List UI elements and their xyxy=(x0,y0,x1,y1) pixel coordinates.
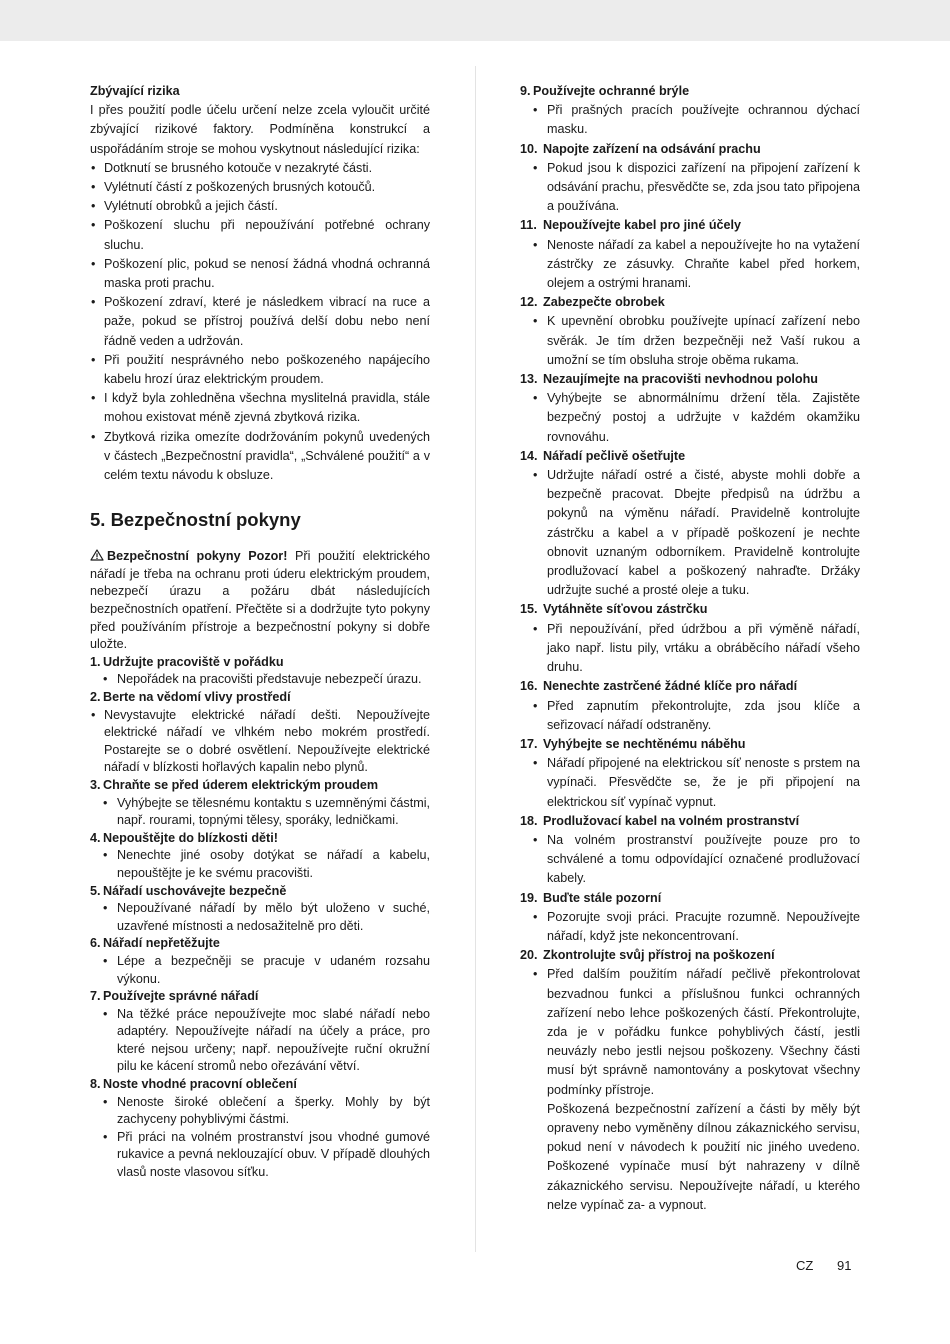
rule-18 xyxy=(520,812,860,889)
rule-1 xyxy=(90,654,430,689)
rule-number: 3. xyxy=(90,777,101,792)
top-bar xyxy=(0,0,950,41)
rule-title: Nezaujímejte na pracovišti nevhodnou polohu xyxy=(543,372,818,387)
list-item: • Nevystavujte elektrické nářadí dešti. Nepoužívejte elektrické nářadí ve vlhkém nebo mokrém prostředí. Postarejte se o dobré osvětlení. Nepoužívejte elektrické nářadí v blízkosti hořlavých kapalin nebo plynů. xyxy=(90,707,430,777)
rule-heading xyxy=(90,1076,430,1094)
list-item: • Při práci na volném prostranství jsou vhodné gumové rukavice a pevná neklouzající obuv. V případě dlouhých vlasů noste vlasovou síťku. xyxy=(90,1129,430,1182)
rule-number: 8. xyxy=(90,1077,101,1092)
residual-risks-list xyxy=(90,159,430,485)
list-item: • Pokud jsou k dispozici zařízení na připojení zařízení k odsávání prachu, přesvědčte se, zda jsou tato připojena a používána. xyxy=(520,159,860,217)
rule-number: 16. xyxy=(520,679,538,694)
rule-number: 17. xyxy=(520,736,538,751)
list-item: • Při nepoužívání, před údržbou a při výměně nářadí, jako např. listu pily, vrtáku a obráběcího nářadí všeho druhu. xyxy=(520,620,860,678)
safety-lead xyxy=(90,548,430,654)
rule-list xyxy=(520,236,860,294)
rule-list xyxy=(90,671,430,689)
list-item: • Lépe a bezpečněji se pracuje v udaném rozsahu výkonu. xyxy=(90,953,430,988)
rule-list xyxy=(520,620,860,678)
rule-10 xyxy=(520,140,860,217)
rule-heading xyxy=(520,447,860,466)
rule-title: Prodlužovací kabel na volném prostranství xyxy=(543,813,800,828)
rule-heading xyxy=(520,812,860,831)
rule-number: 13. xyxy=(520,372,538,387)
rule-number: 15. xyxy=(520,602,538,617)
list-item: • Na těžké práce nepoužívejte moc slabé nářadí nebo adaptéry. Nepoužívejte nářadí na účely a práce, pro které nejsou určeny; např. nepoužívejte ruční okružní pilu ke kácení stromů nebo ořezávání větví. xyxy=(90,1006,430,1076)
rule-list xyxy=(520,466,860,600)
rule-number: 12. xyxy=(520,295,538,310)
rule-title: Udržujte pracoviště v pořádku xyxy=(103,654,284,669)
rule-heading xyxy=(90,883,430,901)
rule-list xyxy=(90,953,430,988)
left-column xyxy=(90,82,430,1182)
rule-list xyxy=(520,965,860,1099)
rule-title: Vytáhněte síťovou zástrčku xyxy=(543,602,708,617)
rule-7 xyxy=(90,988,430,1076)
rule-12 xyxy=(520,293,860,370)
list-item: • Vyhýbejte se abnormálnímu držení těla. Zajistěte bezpečný postoj a udržujte v každém okamžiku rovnováhu. xyxy=(520,389,860,447)
rule-title: Nářadí uschovávejte bezpečně xyxy=(103,883,287,898)
rule-number: 11. xyxy=(520,218,537,233)
rule-list xyxy=(520,159,860,217)
rule-heading xyxy=(90,935,430,953)
rule-13 xyxy=(520,370,860,447)
rule-heading xyxy=(520,370,860,389)
rule-list xyxy=(520,312,860,370)
rule-title: Buďte stále pozorní xyxy=(543,890,662,905)
rule-heading xyxy=(520,140,860,159)
rule-heading xyxy=(520,735,860,754)
rule-list xyxy=(90,1094,430,1182)
rule-title: Zkontrolujte svůj přístroj na poškození xyxy=(543,948,775,963)
rule-number: 14. xyxy=(520,448,538,463)
rule-heading xyxy=(520,600,860,619)
list-item: • Vyhýbejte se tělesnému kontaktu s uzemněnými částmi, např. rourami, topnými tělesy, sporáky, ledničkami. xyxy=(90,795,430,830)
rule-title: Nepoužívejte kabel pro jiné účely xyxy=(543,218,742,233)
rule-title: Používejte ochranné brýle xyxy=(533,84,690,98)
safety-lead-text: Při použití elektrického nářadí je třeba na ochranu proti úderu elektrickým proudem, nebezpečí úrazu a požáru dbát následujících bezpečnostních opatření. Přečtěte si a dodržujte tyto pokyny před používáním přístroje a bezpečnostní pokyny si dobře uložte. xyxy=(90,549,430,652)
safety-lead-bold: Bezpečnostní pokyny Pozor! xyxy=(107,549,288,564)
safety-rules-left xyxy=(90,548,430,1181)
rule-15 xyxy=(520,600,860,677)
rule-6 xyxy=(90,935,430,988)
rule-title: Používejte správné nářadí xyxy=(103,989,259,1004)
rule-20 xyxy=(520,946,860,1215)
rule-heading xyxy=(520,677,860,696)
list-item: • Před zapnutím překontrolujte, zda jsou klíče a seřizovací nářadí odstraněny. xyxy=(520,697,860,735)
rule-heading xyxy=(520,889,860,908)
list-item: • Nenoste široké oblečení a šperky. Mohly by být zachyceny pohyblivými částmi. xyxy=(90,1094,430,1129)
rule-20-extra: Poškozená bezpečnostní zařízení a části by měly být opraveny nebo vyměněny dílnou zákaznického servisu, pokud není v návodech k použití nic jiného uvedeno. Poškozené vypínače musí být nahrazeny v dílně zákaznického servisu. Nepoužívejte nářadí, u kterého nelze vypínač za- a vypnout. xyxy=(547,1101,860,1212)
rule-title: Nářadí nepřetěžujte xyxy=(103,936,220,951)
column-divider xyxy=(475,66,476,1252)
rule-title: Vyhýbejte se nechtěnému náběhu xyxy=(543,736,746,751)
rule-title: Berte na vědomí vlivy prostředí xyxy=(103,690,291,705)
rule-5 xyxy=(90,883,430,936)
list-item: • K upevnění obrobku používejte upínací zařízení nebo svěrák. Je tím držen bezpečněji než Vaší rukou a umožní se tím obsluha stroje oběma rukama. xyxy=(520,312,860,370)
list-item: • Před dalším použitím nářadí pečlivě překontrolovat bezvadnou funkci a příslušnou funkci ochranných zařízení nebo lehce poškozených částí. Překontrolujte, zda je v pořádku funkce pohyblivých částí, jestli neuvázly nebo jestli nejsou poškozeny. Všechny části musí být správně namontovány a poskytovat všechny podmínky přístroje. xyxy=(520,965,860,1099)
rule-heading xyxy=(90,654,430,672)
list-item: • Poškození zdraví, které je následkem vibrací na ruce a paže, pokud se přístroj používá delší dobu nebo není řádně veden a udržován. xyxy=(90,293,430,351)
list-item: • Při použití nesprávného nebo poškozeného napájecího kabelu hrozí úraz elektrickým proudem. xyxy=(90,351,430,389)
rule-number: 1. xyxy=(90,654,101,669)
list-item: • I když byla zohledněna všechna myslitelná pravidla, stále mohou existovat méně zjevná zbytková rizika. xyxy=(90,389,430,427)
section-title: 5. Bezpečnostní pokyny xyxy=(90,509,301,531)
rule-number: 10. xyxy=(520,141,538,156)
rule-3 xyxy=(90,777,430,830)
rule-title: Nářadí pečlivě ošetřujte xyxy=(543,448,686,463)
rule-14 xyxy=(520,447,860,601)
list-item: • Pozorujte svoji práci. Pracujte rozumně. Nepoužívejte nářadí, když jste nekoncentrovaní. xyxy=(520,908,860,946)
list-item: • Nepořádek na pracovišti představuje nebezpečí úrazu. xyxy=(90,671,430,689)
warning-triangle-icon xyxy=(90,549,104,561)
rule-number: 2. xyxy=(90,690,101,705)
rule-list xyxy=(90,847,430,882)
list-item: • Vylétnutí částí z poškozených brusných kotoučů. xyxy=(90,178,430,197)
rule-title: Nenechte zastrčené žádné klíče pro nářadí xyxy=(543,679,798,694)
page-footer xyxy=(796,1257,851,1275)
rule-number: 5. xyxy=(90,883,101,898)
rule-number: 9. xyxy=(520,84,531,98)
rule-list xyxy=(520,754,860,812)
rule-title: Nepouštějte do blízkosti děti! xyxy=(103,830,278,845)
rule-list xyxy=(520,831,860,889)
rule-title: Napojte zařízení na odsávání prachu xyxy=(543,141,761,156)
rule-list xyxy=(520,908,860,946)
list-item: • Udržujte nářadí ostré a čisté, abyste mohli dobře a bezpečně pracovat. Dbejte předpisů na údržbu a pokynů na výměnu nářadí. Pravidelně kontrolujte zástrčku a kabel a v případě poškození je nechte obnovit uznaným odborníkem. Pravidelně kontrolujte prodlužovací kabel a poškozený nahraďte. Držáky udržujte suché a prosté oleje a tuku. xyxy=(520,466,860,600)
list-item: • Nářadí připojené na elektrickou síť nenoste s prstem na vypínači. Přesvědčte se, že je při připojení na elektrickou síť vypínač vypnut. xyxy=(520,754,860,812)
rule-title: Noste vhodné pracovní oblečení xyxy=(103,1077,297,1092)
rule-19 xyxy=(520,889,860,947)
rule-8 xyxy=(90,1076,430,1182)
list-item: • Poškození plic, pokud se nenosí žádná vhodná ochranná maska proti prachu. xyxy=(90,255,430,293)
rule-title: Zabezpečte obrobek xyxy=(543,295,665,310)
rule-list xyxy=(520,697,860,735)
rule-heading xyxy=(520,82,860,101)
page-number: 91 xyxy=(836,1258,852,1273)
list-item: • Na volném prostranství používejte pouze pro to schválené a tomu odpovídající označené prodlužovací kabely. xyxy=(520,831,860,889)
list-item: • Při prašných pracích používejte ochrannou dýchací masku. xyxy=(520,101,860,139)
list-item: • Nenoste nářadí za kabel a nepoužívejte ho na vytažení zástrčky ze zásuvky. Chraňte kabel před horkem, olejem a ostrými hranami. xyxy=(520,236,860,294)
residual-risks-intro: I přes použití podle účelu určení nelze zcela vyloučit určité zbývající rizikové faktory. Podmíněna konstrukcí a uspořádáním stroje se mohou vyskytnout následující rizika: xyxy=(90,103,430,156)
rule-4 xyxy=(90,830,430,883)
rule-number: 6. xyxy=(90,936,101,951)
rule-list xyxy=(90,1006,430,1076)
rule-number: 20. xyxy=(520,948,538,963)
rule-list xyxy=(520,101,860,139)
rule-heading xyxy=(90,777,430,795)
rule-number: 19. xyxy=(520,890,538,905)
rule-heading xyxy=(90,830,430,848)
language-code: CZ xyxy=(796,1258,814,1273)
rule-heading xyxy=(90,689,430,707)
rule-list xyxy=(90,707,430,777)
list-item: • Poškození sluchu při nepoužívání potřebné ochrany sluchu. xyxy=(90,216,430,254)
rule-17 xyxy=(520,735,860,812)
list-item: • Nenechte jiné osoby dotýkat se nářadí a kabelu, nepouštějte je ke svému pracovišti. xyxy=(90,847,430,882)
rule-number: 18. xyxy=(520,813,538,828)
rule-heading xyxy=(90,988,430,1006)
rule-16 xyxy=(520,677,860,735)
rule-9 xyxy=(520,82,860,140)
rule-list xyxy=(520,389,860,447)
rule-title: Chraňte se před úderem elektrickým proudem xyxy=(103,777,379,792)
rule-number: 7. xyxy=(90,989,101,1004)
rule-heading xyxy=(520,216,860,235)
rule-number: 4. xyxy=(90,830,101,845)
rule-list xyxy=(90,900,430,935)
list-item: • Nepoužívané nářadí by mělo být uloženo v suché, uzavřené místnosti a nedosažitelně pro děti. xyxy=(90,900,430,935)
list-item: • Dotknutí se brusného kotouče v nezakryté části. xyxy=(90,159,430,178)
residual-risks-heading: Zbývající rizika xyxy=(90,84,180,98)
rule-list xyxy=(90,795,430,830)
rule-heading xyxy=(520,293,860,312)
right-column xyxy=(520,82,860,1215)
rule-11 xyxy=(520,216,860,293)
rule-heading xyxy=(520,946,860,965)
list-item: • Zbytková rizika omezíte dodržováním pokynů uvedených v částech „Bezpečnostní pravidla“, „Schválené použití“ a v celém textu návodu k obsluze. xyxy=(90,428,430,486)
list-item: • Vylétnutí obrobků a jejich částí. xyxy=(90,197,430,216)
rule-2 xyxy=(90,689,430,777)
